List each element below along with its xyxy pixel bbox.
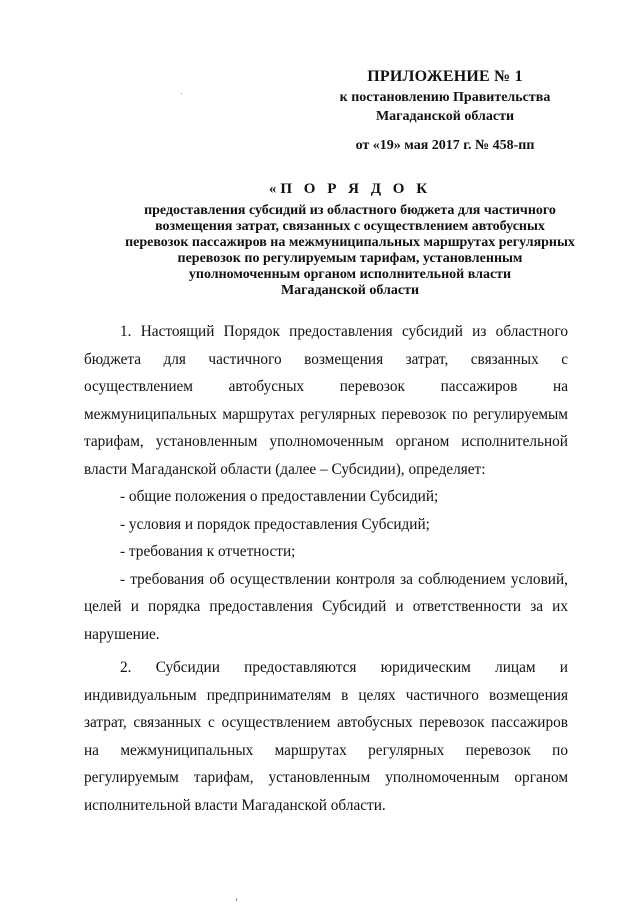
heading-line: возмещения затрат, связанных с осуществлением автобусных [155, 219, 545, 234]
list-item: - условия и порядок предоставления Субсидий; [120, 515, 430, 533]
appendix-block [300, 66, 590, 155]
heading-line: перевозок по регулируемым тарифам, установленным [177, 251, 523, 266]
heading-title: «П О Р Я Д О К [268, 181, 432, 197]
paragraph-1: 1. Настоящий Порядок предоставления субсидий из областного бюджета для частичного возмещения затрат, связанных с осуществлением автобусных перевозок пассажиров на межмуниципальных маршрутах регулярных перевозок по регулируемым тарифам, установленным уполномоченным органом исполнительной власти Магаданской области (далее – Субсидии), определяет: [84, 323, 568, 478]
heading-line: перевозок пассажиров на межмуниципальных маршрутах регулярных [125, 235, 575, 250]
list-item: - общие положения о предоставлении Субсидий; [120, 488, 439, 505]
list-item: - требования об осуществлении контроля за соблюдением условий, целей и порядка предоставления Субсидий и ответственности за их нарушение. [84, 570, 568, 643]
heading-line: предоставления субсидий из областного бюджета для частичного [144, 203, 556, 218]
scan-speck [181, 93, 182, 94]
scan-speck [236, 898, 237, 901]
document-body [84, 318, 568, 819]
list-item: - требования к отчетности; [120, 543, 296, 560]
paragraph-2: 2. Субсидии предоставляются юридическим лицам и индивидуальным предпринимателям в целях частичного возмещения затрат, связанных с осуществлением автобусных перевозок пассажиров на межмуниципальных маршрутах регулярных перевозок по регулируемым тарифам, установленным уполномоченным органом исполнительной власти Магаданской области. [84, 659, 568, 814]
appendix-title: ПРИЛОЖЕНИЕ № 1 [367, 68, 523, 85]
heading-line: Магаданской области [280, 283, 420, 298]
appendix-line-2: Магаданской области [375, 109, 515, 124]
document-heading [60, 178, 640, 299]
appendix-line-1: к постановлению Правительства [339, 90, 551, 105]
appendix-date: от «19» мая 2017 г. № 458-пп [355, 138, 535, 153]
heading-line: уполномоченным органом исполнительной власти [188, 267, 512, 282]
